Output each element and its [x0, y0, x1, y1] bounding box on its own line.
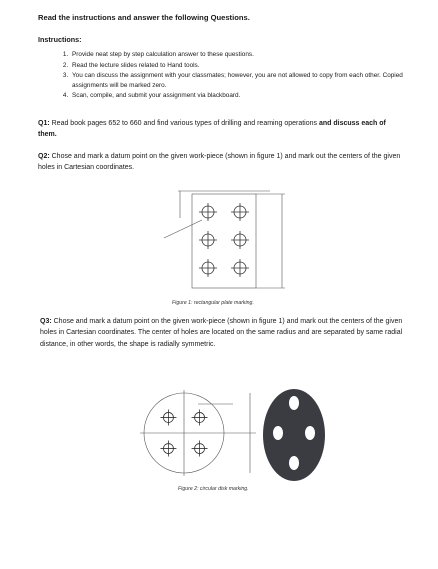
question-3-text: Chose and mark a datum point on the given work-piece (shown in figure 1) and mark out the centers of the given holes in Cartesian coordinates. The center of holes are located on the same radius and are separated by same radial distance, in other words, the shape is radially symmetric. — [40, 318, 403, 348]
figure-2-caption: Figure 2: circular disk marking. — [178, 486, 249, 492]
instruction-item: 2. Read the lecture slides related to Hand tools. — [70, 61, 428, 71]
instruction-item: 3. You can discuss the assignment with your classmates; however, you are not allowed to copy from each other. Copied assignments will be marked zero. — [70, 71, 428, 90]
disk-hole — [273, 426, 283, 440]
figure-1-rectangular-plate — [150, 188, 300, 296]
question-2-label: Q2: — [38, 153, 50, 160]
question-1-text: Read book pages 652 to 660 and find various types of drilling and reaming operations — [49, 120, 319, 127]
leader-line — [164, 220, 202, 238]
hole-marking — [192, 441, 208, 457]
figure-2-disk-drawing — [138, 388, 268, 484]
question-2-text: Chose and mark a datum point on the given work-piece (shown in figure 1) and mark out the centers of the given holes in Cartesian coordinates. — [38, 153, 401, 172]
hole-marking — [199, 259, 217, 277]
hole-marking — [192, 409, 208, 425]
hole-marking — [231, 231, 249, 249]
question-1 — [38, 118, 404, 141]
disk-hole — [305, 426, 315, 440]
hole-marking — [231, 259, 249, 277]
hole-marking — [199, 203, 217, 221]
hole-marking — [160, 409, 176, 425]
instruction-item: 4. Scan, compile, and submit your assignment via blackboard. — [70, 91, 428, 101]
figure-1-caption: Figure 1: rectangular plate marking. — [172, 300, 254, 306]
question-1-label: Q1: — [38, 120, 50, 127]
instructions-label: Instructions: — [38, 35, 82, 44]
instructions-list — [56, 50, 428, 102]
page-heading: Read the instructions and answer the following Questions. — [38, 13, 250, 22]
figure-2-disk-render — [258, 385, 328, 485]
hole-marking — [160, 441, 176, 457]
question-2 — [38, 151, 404, 174]
question-3-label: Q3: — [40, 318, 52, 325]
instruction-item: 1. Provide neat step by step calculation answer to these questions. — [70, 50, 428, 60]
plate-outline — [192, 194, 256, 288]
hole-marking — [231, 203, 249, 221]
question-1-bold-tail: and discuss each of them. — [38, 120, 386, 139]
disk-hole — [289, 456, 299, 470]
hole-marking — [199, 231, 217, 249]
question-3 — [40, 316, 406, 350]
disk-hole — [289, 396, 299, 410]
